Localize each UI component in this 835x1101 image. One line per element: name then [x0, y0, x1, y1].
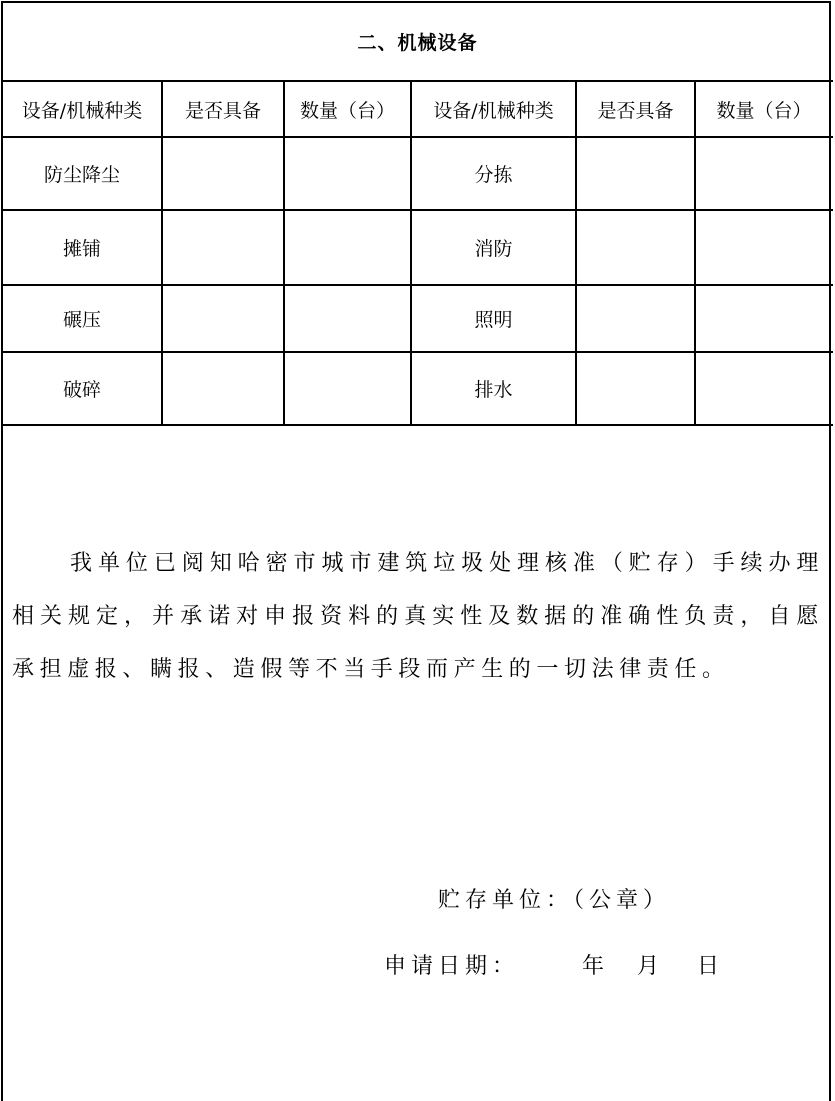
quantity-input-cell[interactable]: [696, 138, 832, 209]
equipment-type-cell: 排水: [474, 379, 513, 401]
available-input-cell[interactable]: [577, 211, 694, 284]
equipment-type-cell: 防尘降尘: [43, 164, 120, 186]
equipment-type-cell: 破碎: [62, 379, 101, 401]
header-available-2: 是否具备: [597, 99, 674, 122]
storage-unit-seal-label: 贮存单位：（公章）: [438, 888, 671, 913]
equipment-type-cell: 碾压: [62, 309, 101, 331]
date-day-label: 日: [697, 954, 725, 979]
application-date-label: 申请日期：: [384, 954, 520, 979]
header-available: 是否具备: [184, 99, 261, 122]
declaration-text: 我单位已阅知哈密市城市建筑垃圾处理核准（贮存）手续办理相关规定，并承诺对申报资料的真实性及数据的准确性负责，自愿承担虚报、瞒报、造假等不当手段而产生的一切法律责任。: [12, 551, 824, 682]
available-input-cell[interactable]: [163, 211, 283, 284]
available-input-cell[interactable]: [163, 353, 283, 424]
quantity-input-cell[interactable]: [285, 211, 410, 284]
date-month-label: 月: [637, 954, 665, 979]
header-equipment-type: 设备/机械种类: [21, 99, 143, 122]
quantity-input-cell[interactable]: [696, 353, 832, 424]
available-input-cell[interactable]: [577, 353, 694, 424]
available-input-cell[interactable]: [577, 138, 694, 209]
table-bottom-divider: [1, 424, 833, 426]
available-input-cell[interactable]: [163, 138, 283, 209]
available-input-cell[interactable]: [577, 286, 694, 351]
quantity-input-cell[interactable]: [285, 138, 410, 209]
equipment-type-cell: 消防: [474, 238, 513, 260]
quantity-input-cell[interactable]: [285, 286, 410, 351]
equipment-type-cell: 摊铺: [62, 238, 101, 260]
equipment-type-cell: 分拣: [474, 164, 513, 186]
equipment-type-cell: 照明: [474, 309, 513, 331]
header-equipment-type-2: 设备/机械种类: [433, 99, 554, 122]
quantity-input-cell[interactable]: [696, 286, 832, 351]
quantity-input-cell[interactable]: [285, 353, 410, 424]
header-quantity-2: 数量（台）: [716, 99, 812, 122]
section-title: 二、机械设备: [357, 32, 478, 54]
available-input-cell[interactable]: [163, 286, 283, 351]
header-quantity: 数量（台）: [299, 99, 395, 122]
quantity-input-cell[interactable]: [696, 211, 832, 284]
date-year-label: 年: [582, 954, 610, 979]
